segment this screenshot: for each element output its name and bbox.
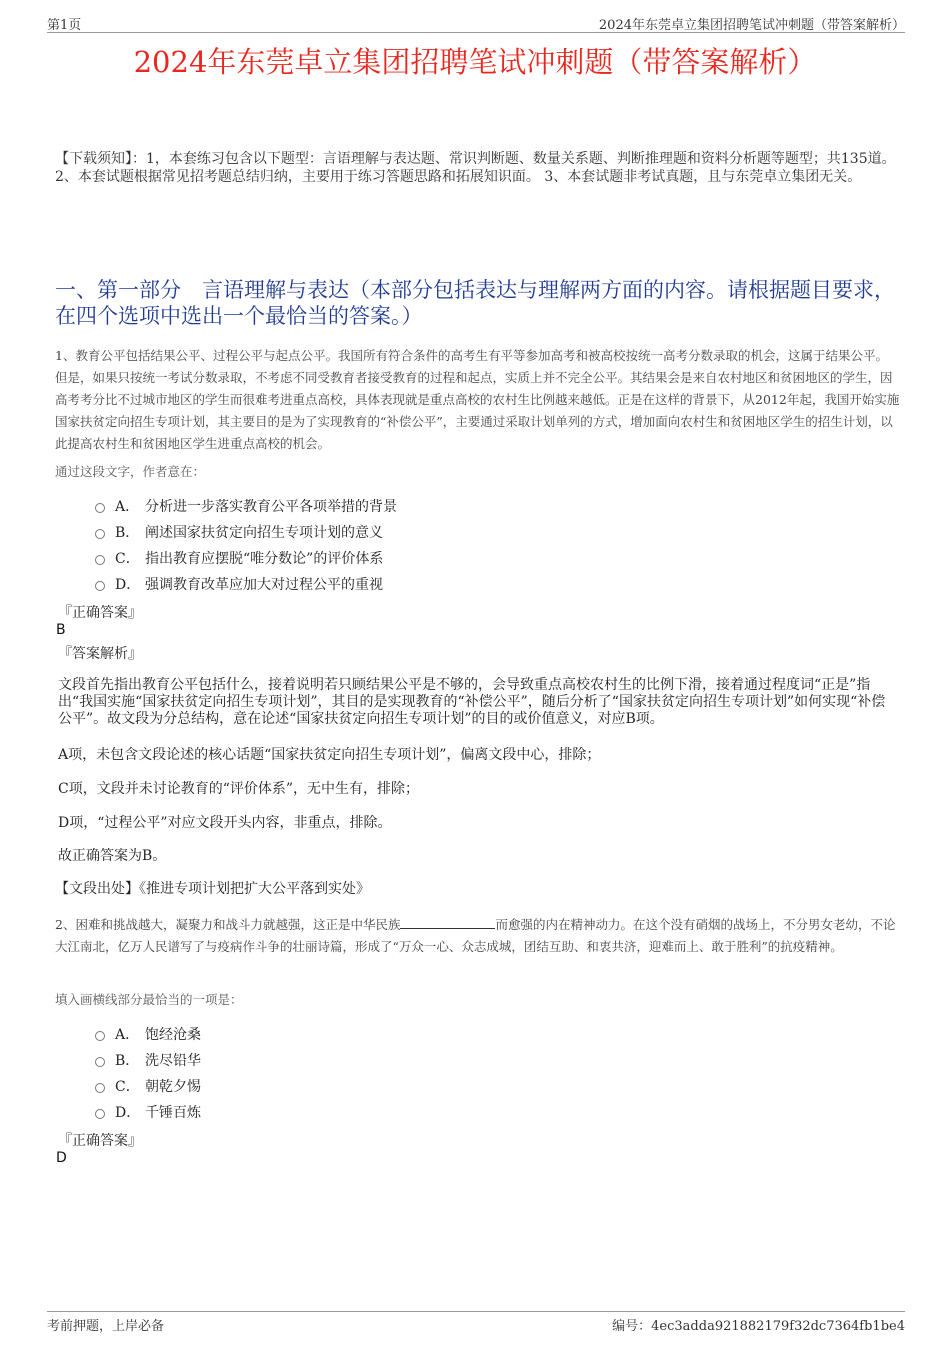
radio-icon[interactable] — [95, 529, 105, 539]
question-1-option-d[interactable]: D． 强调教育改革应加大对过程公平的重视 — [95, 571, 397, 597]
question-1-prompt: 通过这段文字，作者意在： — [55, 464, 206, 479]
question-1-analysis-a: A项，未包含文段论述的核心话题“国家扶贫定向招生专项计划”，偏离文段中心，排除； — [58, 747, 601, 763]
document-id: 编号：4ec3adda921882179f32dc7364fb1be4 — [612, 1319, 905, 1334]
document-title: 2024年东莞卓立集团招聘笔试冲刺题（带答案解析） — [133, 45, 817, 79]
page-number: 第1页 — [47, 18, 82, 33]
question-1-option-c[interactable]: C． 指出教育应摆脱“唯分数论”的评价体系 — [95, 545, 397, 571]
question-1-source: 【文段出处】《推进专项计划把扩大公平落到实处》 — [55, 881, 370, 897]
radio-icon[interactable] — [95, 1031, 105, 1041]
question-1-analysis-main: 文段首先指出教育公平包括什么，接着说明若只顾结果公平是不够的，会导致重点高校农村生的比例下滑，接着通过程度词“正是”指出“我国实施“国家扶贫定向招生专项计划”，其目的是实现教育的“补偿公平”，随后分析了“国家扶贫定向招生专项计划”如何实现“补偿公平”。故文段为分总结构，意在论述“国家扶贫定向招生专项计划”的目的或价值意义，对应B项。 — [58, 677, 886, 727]
question-2-option-d[interactable]: D． 千锤百炼 — [95, 1099, 201, 1125]
radio-icon[interactable] — [95, 581, 105, 591]
question-2-option-c[interactable]: C． 朝乾夕惕 — [95, 1073, 201, 1099]
download-notice: 【下载须知】：1，本套练习包含以下题型：言语理解与表达题、常识判断题、数量关系题、判断推理题和资料分析题等题型；共135道。 2、本套试题根据常见招考题总结归纳，主要用于练习答题思路和拓展知识面。 3、本套试题非考试真题，且与东莞卓立集团无关。 — [55, 151, 896, 185]
question-1-analysis-conclusion: 故正确答案为B。 — [58, 848, 167, 864]
question-1-answer: B — [56, 622, 66, 638]
question-1-text: 1、教育公平包括结果公平、过程公平与起点公平。我国所有符合条件的高考生有平等参加高考和被高校按统一高考分数录取的机会，这属于结果公平。但是，如果只按统一考试分数录取，不考虑不同受教育者接受教育的过程和起点，实质上并不完全公平。其结果会是来自农村地区和贫困地区的学生，因高考考分比不过城市地区的学生而很难考进重点高校，具体表现就是重点高校的农村生比例越来越低。正是在这样的背景下，从2012年起，我国开始实施国家扶贫定向招生专项计划，其主要目的是为了实现教育的“补偿公平”，主要通过采取计划单列的方式，增加面向农村生和贫困地区学生的招生计划，以此提高农村生和贫困地区学生进重点高校的机会。 — [55, 348, 900, 451]
section-heading: 一、第一部分 言语理解与表达（本部分包括表达与理解两方面的内容。请根据题目要求，在四个选项中选出一个最恰当的答案。） — [55, 278, 895, 328]
footer-slogan: 考前押题，上岸必备 — [47, 1319, 165, 1334]
question-2-text: 2、困难和挑战越大，凝聚力和战斗力就越强，这正是中华民族 而愈强的内在精神动力。在这个没有硝烟的战场上，不分男女老幼，不论大江南北，亿万人民谱写了与疫病作斗争的壮丽诗篇，形成了“万众一心、众志成城，团结互助、和衷共济，迎难而上、敢于胜利”的抗疫精神。 — [55, 917, 896, 954]
question-1-options — [95, 493, 397, 597]
question-1-option-a[interactable]: A． 分析进一步落实教育公平各项举措的背景 — [95, 493, 397, 519]
radio-icon[interactable] — [95, 503, 105, 513]
question-1-analysis-d: D项，“过程公平”对应文段开头内容，非重点，排除。 — [58, 815, 392, 831]
radio-icon[interactable] — [95, 1057, 105, 1067]
radio-icon[interactable] — [95, 555, 105, 565]
page-footer — [47, 1311, 905, 1332]
question-1-option-b[interactable]: B． 阐述国家扶贫定向招生专项计划的意义 — [95, 519, 397, 545]
fill-blank — [400, 916, 495, 929]
question-2-answer: D — [56, 1150, 67, 1166]
question-1-analysis-label: 『答案解析』 — [58, 646, 142, 662]
question-2-option-a[interactable]: A． 饱经沧桑 — [95, 1021, 201, 1047]
radio-icon[interactable] — [95, 1083, 105, 1093]
question-2-answer-label: 『正确答案』 — [58, 1133, 142, 1149]
radio-icon[interactable] — [95, 1109, 105, 1119]
header-doc-title: 2024年东莞卓立集团招聘笔试冲刺题（带答案解析） — [598, 18, 905, 33]
question-2-prompt: 填入画横线部分最恰当的一项是： — [55, 992, 243, 1007]
question-2-options — [95, 1021, 201, 1125]
question-1-analysis-c: C项，文段并未讨论教育的“评价体系”，无中生有，排除； — [58, 781, 420, 797]
question-2-option-b[interactable]: B． 洗尽铅华 — [95, 1047, 201, 1073]
page-header — [47, 14, 905, 33]
question-1-answer-label: 『正确答案』 — [58, 605, 142, 621]
